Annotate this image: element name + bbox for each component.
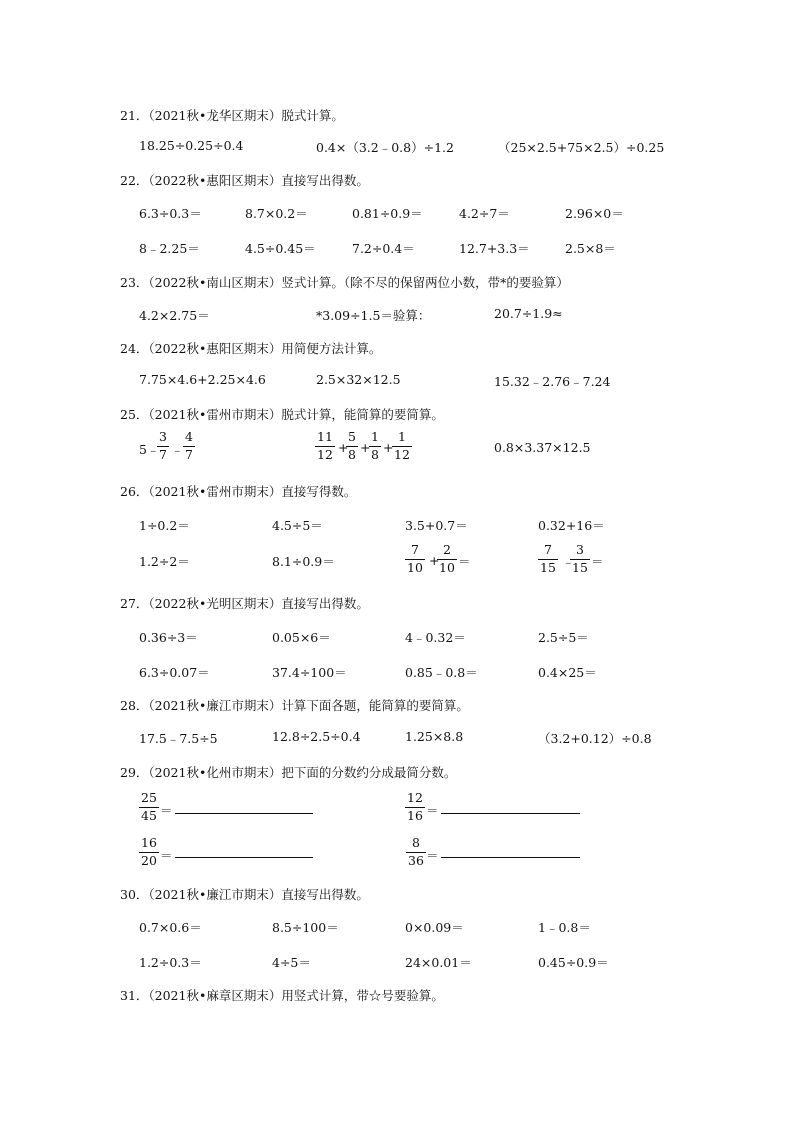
question-22-title: 22．（2022秋•惠阳区期末）直接写出得数。 [120, 173, 369, 188]
q27-r1-4: 2.5÷5＝ [538, 630, 589, 645]
denominator: 20 [141, 852, 157, 868]
denominator: 12 [317, 446, 333, 462]
q29-equals-4: ＝ [426, 848, 439, 863]
q23-expr-2: *3.09÷1.5＝验算： [316, 308, 431, 323]
q22-r1-4: 4.2÷7＝ [459, 206, 510, 221]
q21-expr-1: 18.25÷0.25÷0.4 [139, 138, 244, 153]
q27-r2-3: 0.85﹣0.8＝ [405, 665, 478, 680]
q24-expr-3: 15.32﹣2.76﹣7.24 [494, 374, 611, 389]
denominator: 12 [394, 446, 410, 462]
question-27-title: 27．（2022秋•光明区期末）直接写出得数。 [120, 596, 369, 611]
q29-equals-3: ＝ [160, 848, 173, 863]
question-30-title: 30．（2021秋•廉江市期末）直接写出得数。 [120, 887, 369, 902]
numerator: 7 [410, 542, 419, 557]
question-21-title: 21．（2021秋•龙华区期末）脱式计算。 [120, 108, 344, 123]
q22-r2-4: 12.7+3.3＝ [459, 241, 530, 256]
q23-expr-3: 20.7÷1.9≈ [494, 306, 563, 321]
q30-r2-4: 0.45÷0.9＝ [538, 955, 609, 970]
denominator: 10 [439, 559, 455, 575]
q25-e2-plus-3: + [383, 440, 394, 455]
q27-r2-2: 37.4÷100＝ [272, 665, 347, 680]
q25-e2-fraction-1 [315, 431, 335, 461]
q29-fraction-1 [139, 792, 159, 822]
q25-e2-fraction-3 [369, 431, 381, 461]
numerator: 3 [159, 429, 167, 444]
q29-fraction-4 [406, 837, 426, 867]
denominator: 15 [572, 559, 588, 575]
q29-equals-1: ＝ [160, 803, 173, 818]
q26-fraction-b1 [538, 544, 558, 574]
q25-e1-fraction-1 [157, 431, 169, 461]
numerator: 5 [348, 429, 356, 444]
numerator: 3 [575, 542, 584, 557]
q27-r2-1: 6.3÷0.07＝ [139, 665, 210, 680]
q28-expr-1: 17.5﹣7.5÷5 [139, 731, 218, 746]
question-23-title: 23．（2022秋•南山区期末）竖式计算。（除不尽的保留两位小数，带*的要验算） [120, 275, 569, 290]
denominator: 16 [407, 807, 423, 823]
q26-r1-2: 4.5÷5＝ [272, 518, 323, 533]
q26-equals-b: ＝ [591, 554, 604, 569]
numerator: 25 [141, 790, 157, 805]
q22-r1-1: 6.3÷0.3＝ [139, 206, 202, 221]
q27-r2-4: 0.4×25＝ [538, 665, 597, 680]
q30-r1-2: 8.5÷100＝ [272, 920, 339, 935]
q30-r1-1: 0.7×0.6＝ [139, 920, 202, 935]
question-24-title: 24．（2022秋•惠阳区期末）用简便方法计算。 [120, 341, 382, 356]
q26-plus: + [429, 553, 440, 568]
q22-r2-5: 2.5×8＝ [565, 241, 616, 256]
q25-e2-plus-2: + [360, 440, 371, 455]
q22-r1-5: 2.96×0＝ [565, 206, 624, 221]
q29-equals-2: ＝ [426, 803, 439, 818]
q26-minus: ﹣ [562, 554, 575, 569]
question-26-title: 26．（2021秋•雷州市期末）直接写得数。 [120, 484, 357, 499]
q29-answer-line-1[interactable] [175, 813, 313, 814]
q29-answer-line-4[interactable] [441, 857, 580, 858]
q26-r1-4: 0.32+16＝ [538, 518, 605, 533]
q22-r1-3: 0.81÷0.9＝ [352, 206, 423, 221]
q28-expr-4: （3.2+0.12）÷0.8 [538, 731, 652, 746]
q26-r2-1: 1.2÷2＝ [139, 554, 190, 569]
q26-r1-1: 1÷0.2＝ [139, 518, 190, 533]
q22-r2-2: 4.5÷0.45＝ [245, 241, 316, 256]
q26-fraction-a2 [437, 544, 457, 574]
q29-fraction-3 [139, 837, 159, 867]
question-31-title: 31．（2021秋•麻章区期末）用竖式计算，带☆号要验算。 [120, 988, 444, 1003]
q25-e1-fraction-2 [183, 431, 195, 461]
numerator: 1 [397, 429, 406, 444]
q27-r1-1: 0.36÷3＝ [139, 630, 198, 645]
q30-r2-3: 24×0.01＝ [405, 955, 472, 970]
question-25-title: 25．（2021秋•雷州市期末）脱式计算，能简算的要简算。 [120, 407, 444, 422]
numerator: 12 [407, 790, 423, 805]
q28-expr-3: 1.25×8.8 [405, 729, 464, 744]
q24-expr-1: 7.75×4.6+2.25×4.6 [139, 372, 266, 387]
q25-expr-3: 0.8×3.37×12.5 [494, 440, 591, 455]
q26-r1-3: 3.5+0.7＝ [405, 518, 468, 533]
denominator: 36 [408, 852, 424, 868]
q26-equals-a: ＝ [458, 554, 471, 569]
numerator: 4 [185, 429, 193, 444]
q24-expr-2: 2.5×32×12.5 [316, 372, 401, 387]
q26-r2-2: 8.1÷0.9＝ [272, 554, 335, 569]
q28-expr-2: 12.8÷2.5÷0.4 [272, 729, 361, 744]
q30-r2-1: 1.2÷0.3＝ [139, 955, 202, 970]
q30-r2-2: 4÷5＝ [272, 955, 311, 970]
q26-fraction-a1 [405, 544, 425, 574]
denominator: 45 [141, 807, 157, 823]
q27-r1-3: 4﹣0.32＝ [405, 630, 466, 645]
q26-fraction-b2 [570, 544, 590, 574]
numerator: 1 [371, 429, 379, 444]
q25-e1-lead: 5﹣ [139, 442, 160, 457]
denominator: 10 [407, 559, 423, 575]
q29-answer-line-3[interactable] [175, 857, 313, 858]
numerator: 7 [543, 542, 552, 557]
q22-r2-1: 8﹣2.25＝ [139, 241, 200, 256]
question-29-title: 29．（2021秋•化州市期末）把下面的分数约分成最简分数。 [120, 765, 457, 780]
numerator: 11 [317, 429, 333, 444]
numerator: 16 [141, 835, 157, 850]
q29-answer-line-2[interactable] [441, 813, 580, 814]
q29-fraction-2 [405, 792, 425, 822]
denominator: 15 [540, 559, 556, 575]
q22-r1-2: 8.7×0.2＝ [245, 206, 308, 221]
denominator: 7 [159, 446, 167, 462]
q30-r1-4: 1﹣0.8＝ [538, 920, 591, 935]
q25-e2-plus-1: + [338, 440, 349, 455]
q21-expr-2: 0.4×（3.2﹣0.8）÷1.2 [316, 140, 454, 155]
q27-r1-2: 0.05×6＝ [272, 630, 331, 645]
numerator: 8 [411, 835, 420, 850]
denominator: 7 [185, 446, 193, 462]
q23-expr-1: 4.2×2.75＝ [139, 308, 210, 323]
q30-r1-3: 0×0.09＝ [405, 920, 464, 935]
q25-e2-fraction-2 [346, 431, 358, 461]
denominator: 8 [348, 446, 356, 462]
q25-e1-minus: ﹣ [171, 442, 184, 457]
denominator: 8 [371, 446, 379, 462]
numerator: 2 [442, 542, 451, 557]
question-28-title: 28．（2021秋•廉江市期末）计算下面各题，能简算的要简算。 [120, 698, 469, 713]
q22-r2-3: 7.2÷0.4＝ [352, 241, 415, 256]
q21-expr-3: （25×2.5+75×2.5）÷0.25 [498, 140, 665, 155]
q25-e2-fraction-4 [392, 431, 412, 461]
